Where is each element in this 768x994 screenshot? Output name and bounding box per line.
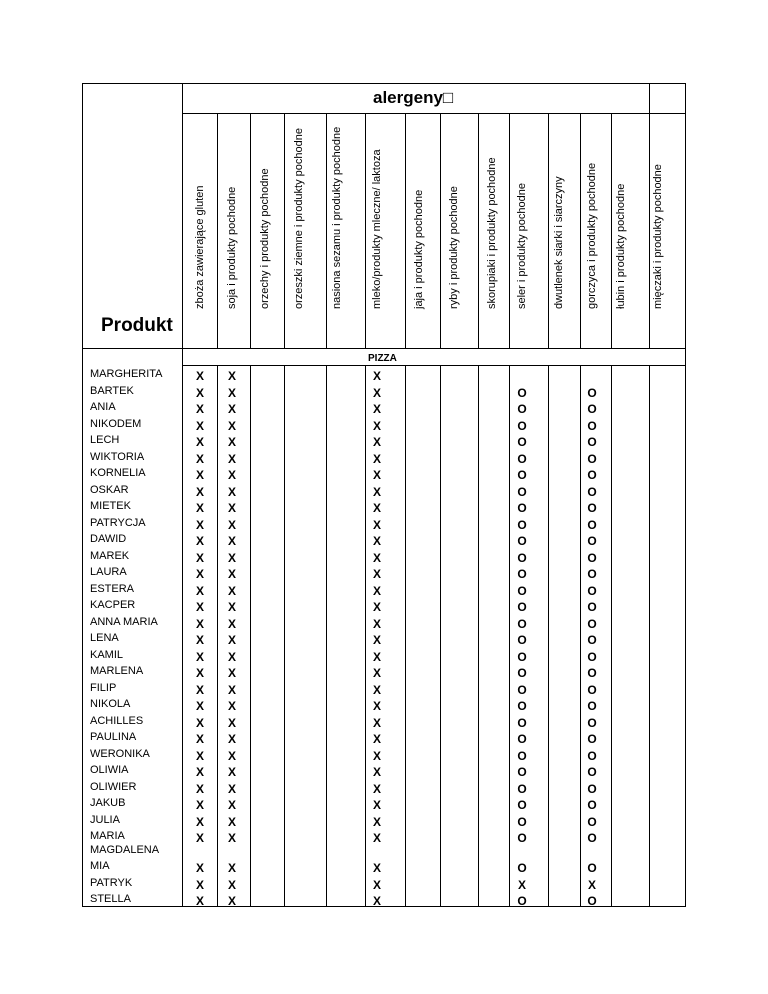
allergen-mark: X <box>195 534 204 548</box>
allergen-mark: X <box>372 452 381 466</box>
allergen-mark: X <box>227 386 236 400</box>
allergen-mark: X <box>227 815 236 829</box>
allergen-mark: X <box>372 782 381 796</box>
row-name: MARIA <box>90 830 125 842</box>
allergen-mark: X <box>372 551 381 565</box>
row-name: MAGDALENA <box>90 844 160 856</box>
allergen-mark: X <box>372 633 381 647</box>
allergen-mark: X <box>195 666 204 680</box>
allergen-mark: X <box>195 878 204 892</box>
row-name: ACHILLES <box>90 715 144 727</box>
allergen-mark: X <box>195 617 204 631</box>
column-divider <box>649 113 650 348</box>
allergen-mark: X <box>372 600 381 614</box>
row-name: DAWID <box>90 533 127 545</box>
allergen-mark: X <box>372 650 381 664</box>
allergen-mark: X <box>227 617 236 631</box>
allergen-mark: O <box>587 666 597 680</box>
column-divider <box>217 365 218 906</box>
allergen-mark: X <box>227 894 236 908</box>
allergen-mark: O <box>587 452 597 466</box>
allergen-mark: X <box>195 485 204 499</box>
allergen-mark: O <box>517 485 527 499</box>
allergen-mark: X <box>227 600 236 614</box>
allergen-mark: O <box>587 650 597 664</box>
allergen-mark: O <box>587 782 597 796</box>
column-divider <box>250 365 251 906</box>
column-divider <box>548 113 549 348</box>
column-divider <box>326 365 327 906</box>
row-name: LENA <box>90 632 119 644</box>
allergen-mark: O <box>517 798 527 812</box>
allergen-mark: O <box>517 435 527 449</box>
allergen-mark: O <box>587 567 597 581</box>
allergen-mark: O <box>587 633 597 647</box>
allergen-mark: X <box>227 765 236 779</box>
allergen-mark: O <box>587 716 597 730</box>
row-name: LECH <box>90 434 120 446</box>
allergen-mark: X <box>227 402 236 416</box>
allergen-mark: X <box>195 419 204 433</box>
row-name: FILIP <box>90 682 117 694</box>
allergen-mark: O <box>517 894 527 908</box>
allergen-mark: O <box>517 716 527 730</box>
header-divider <box>82 348 686 349</box>
allergen-mark: X <box>195 831 204 845</box>
allergen-mark: O <box>517 861 527 875</box>
allergen-mark: X <box>195 600 204 614</box>
allergen-mark: O <box>517 815 527 829</box>
allergen-mark: O <box>517 402 527 416</box>
allergen-mark: O <box>587 501 597 515</box>
allergen-mark: O <box>587 683 597 697</box>
allergen-mark: X <box>372 765 381 779</box>
allergen-mark: O <box>517 600 527 614</box>
allergen-mark: O <box>587 551 597 565</box>
row-name: OSKAR <box>90 484 129 496</box>
row-name: PATRYCJA <box>90 517 146 529</box>
allergen-header: seler i produkty pochodne <box>516 183 528 309</box>
allergen-mark: X <box>227 567 236 581</box>
allergen-mark: X <box>372 749 381 763</box>
allergen-mark: X <box>372 861 381 875</box>
column-divider <box>611 113 612 348</box>
allergen-mark: X <box>227 551 236 565</box>
row-name: MIETEK <box>90 500 131 512</box>
allergen-mark: X <box>227 468 236 482</box>
allergen-mark: O <box>517 699 527 713</box>
row-name: ANNA MARIA <box>90 616 158 628</box>
allergen-mark: X <box>372 617 381 631</box>
allergen-mark: X <box>227 716 236 730</box>
allergen-mark: O <box>517 567 527 581</box>
allergen-mark: X <box>372 501 381 515</box>
allergen-mark: X <box>195 633 204 647</box>
allergen-mark: X <box>195 699 204 713</box>
allergen-mark: O <box>587 798 597 812</box>
allergen-mark: X <box>227 435 236 449</box>
row-name: JULIA <box>90 814 120 826</box>
allergen-mark: O <box>587 435 597 449</box>
allergen-mark: X <box>227 749 236 763</box>
allergen-mark: O <box>517 633 527 647</box>
allergen-mark: O <box>587 402 597 416</box>
allergen-mark: O <box>587 600 597 614</box>
allergen-mark: O <box>517 650 527 664</box>
allergen-mark: O <box>517 452 527 466</box>
column-divider <box>611 365 612 906</box>
allergen-header: skorupiaki i produkty pochodne <box>486 157 498 309</box>
allergen-mark: O <box>517 782 527 796</box>
allergen-header: orzechy i produkty pochodne <box>259 168 271 309</box>
allergen-mark: O <box>517 468 527 482</box>
allergen-mark: X <box>227 782 236 796</box>
allergen-mark: X <box>195 815 204 829</box>
allergen-mark: X <box>372 485 381 499</box>
allergen-mark: O <box>587 831 597 845</box>
allergen-mark: X <box>227 798 236 812</box>
allergen-mark: O <box>587 699 597 713</box>
allergen-mark: O <box>587 485 597 499</box>
allergen-mark: X <box>372 419 381 433</box>
allergen-mark: X <box>227 419 236 433</box>
column-divider <box>365 113 366 348</box>
allergen-mark: X <box>372 878 381 892</box>
row-name: OLIWIA <box>90 764 129 776</box>
allergen-mark: X <box>372 534 381 548</box>
column-divider <box>365 365 366 906</box>
allergen-header: nasiona sezamu i produkty pochodne <box>331 126 343 309</box>
allergen-mark: O <box>517 386 527 400</box>
allergen-mark: O <box>587 617 597 631</box>
allergen-mark: X <box>227 369 236 383</box>
row-name: NIKODEM <box>90 418 142 430</box>
allergen-mark: X <box>372 584 381 598</box>
allergen-mark: O <box>587 894 597 908</box>
allergen-header: łubin i produkty pochodne <box>615 183 627 309</box>
row-name: ANIA <box>90 401 116 413</box>
allergen-mark: X <box>372 683 381 697</box>
allergen-header: mleko/produkty mleczne/ laktoza <box>371 149 383 309</box>
allergen-mark: O <box>517 551 527 565</box>
allergen-mark: O <box>587 468 597 482</box>
table-border-top <box>82 83 686 84</box>
row-name: PAULINA <box>90 731 137 743</box>
allergen-header: gorczyca i produkty pochodne <box>586 162 598 309</box>
column-divider <box>405 365 406 906</box>
row-name: MIA <box>90 860 110 872</box>
allergen-mark: O <box>587 861 597 875</box>
allergen-mark: O <box>517 584 527 598</box>
column-divider <box>580 365 581 906</box>
allergen-mark: X <box>517 878 526 892</box>
allergen-mark: X <box>227 650 236 664</box>
allergen-mark: O <box>587 534 597 548</box>
allergen-mark: X <box>195 567 204 581</box>
allergen-mark: X <box>227 452 236 466</box>
allergen-mark: X <box>195 650 204 664</box>
column-divider <box>250 113 251 348</box>
allergen-mark: X <box>227 732 236 746</box>
allergen-mark: O <box>517 749 527 763</box>
allergen-mark: O <box>517 501 527 515</box>
table-title: alergeny□ <box>373 88 454 107</box>
row-name: KACPER <box>90 599 136 611</box>
allergen-mark: O <box>587 386 597 400</box>
allergen-mark: O <box>517 683 527 697</box>
column-divider <box>326 113 327 348</box>
row-name: PATRYK <box>90 877 133 889</box>
allergen-header: ryby i produkty pochodne <box>448 186 460 309</box>
allergen-mark: X <box>372 386 381 400</box>
allergen-mark: X <box>372 402 381 416</box>
allergen-mark: X <box>227 878 236 892</box>
column-divider <box>284 113 285 348</box>
column-divider <box>405 113 406 348</box>
row-name: MAREK <box>90 550 130 562</box>
allergen-mark: O <box>517 617 527 631</box>
allergen-mark: X <box>227 584 236 598</box>
allergen-mark: O <box>517 518 527 532</box>
allergen-mark: O <box>587 765 597 779</box>
allergen-mark: O <box>517 419 527 433</box>
allergen-mark: X <box>195 683 204 697</box>
allergen-mark: X <box>195 584 204 598</box>
column-divider <box>649 365 650 906</box>
allergen-mark: O <box>517 831 527 845</box>
allergen-header: soja i produkty pochodne <box>226 186 238 309</box>
allergen-mark: O <box>587 518 597 532</box>
allergen-mark: X <box>195 386 204 400</box>
product-header: Produkt <box>101 315 173 336</box>
allergen-mark: X <box>195 716 204 730</box>
allergen-mark: X <box>195 452 204 466</box>
allergen-mark: X <box>195 749 204 763</box>
column-divider <box>217 113 218 348</box>
allergen-mark: O <box>517 732 527 746</box>
allergen-mark: X <box>227 501 236 515</box>
allergen-header: dwutlenek siarki i siarczyny <box>553 176 565 309</box>
allergen-mark: X <box>587 878 596 892</box>
row-name: WERONIKA <box>90 748 150 760</box>
row-name: BARTEK <box>90 385 134 397</box>
row-name: JAKUB <box>90 797 126 809</box>
allergen-mark: O <box>517 765 527 779</box>
allergen-header: zboża zawierające gluten <box>194 185 206 309</box>
allergen-mark: X <box>195 468 204 482</box>
allergen-mark: X <box>372 435 381 449</box>
column-divider <box>478 113 479 348</box>
title-right-divider <box>649 83 650 113</box>
allergen-mark: X <box>195 798 204 812</box>
allergen-mark: O <box>587 749 597 763</box>
section-label: PIZZA <box>368 353 397 364</box>
column-divider <box>478 365 479 906</box>
allergen-mark: X <box>372 699 381 713</box>
allergen-mark: X <box>372 468 381 482</box>
column-divider <box>284 365 285 906</box>
allergen-header: mięczaki i produkty pochodne <box>652 164 664 309</box>
column-divider <box>509 113 510 348</box>
allergen-mark: X <box>227 861 236 875</box>
row-name: STELLA <box>90 893 131 905</box>
allergen-mark: X <box>195 518 204 532</box>
column-divider <box>440 365 441 906</box>
row-name: WIKTORIA <box>90 451 145 463</box>
column-divider <box>82 83 83 907</box>
column-divider <box>182 83 183 907</box>
row-name: MARLENA <box>90 665 144 677</box>
column-divider <box>580 113 581 348</box>
allergen-mark: X <box>372 815 381 829</box>
allergen-mark: X <box>195 402 204 416</box>
column-divider <box>548 365 549 906</box>
allergen-mark: X <box>372 798 381 812</box>
allergen-mark: X <box>372 732 381 746</box>
allergen-mark: X <box>195 894 204 908</box>
allergen-mark: X <box>227 699 236 713</box>
allergen-mark: X <box>227 534 236 548</box>
allergen-mark: X <box>195 732 204 746</box>
allergen-mark: X <box>227 683 236 697</box>
allergen-mark: X <box>372 716 381 730</box>
allergen-mark: X <box>195 551 204 565</box>
allergen-header: orzeszki ziemne i produkty pochodne <box>293 128 305 309</box>
allergen-mark: O <box>587 419 597 433</box>
allergen-mark: X <box>372 567 381 581</box>
allergen-mark: X <box>195 369 204 383</box>
allergen-mark: O <box>517 534 527 548</box>
allergen-mark: X <box>372 831 381 845</box>
allergen-mark: X <box>227 666 236 680</box>
row-name: KAMIL <box>90 649 124 661</box>
allergen-mark: O <box>517 666 527 680</box>
allergen-mark: X <box>195 782 204 796</box>
allergen-mark: X <box>195 435 204 449</box>
allergen-mark: X <box>195 861 204 875</box>
allergen-mark: X <box>372 666 381 680</box>
allergen-mark: X <box>372 369 381 383</box>
row-name: MARGHERITA <box>90 368 163 380</box>
allergen-mark: X <box>227 485 236 499</box>
row-name: OLIWIER <box>90 781 137 793</box>
row-name: NIKOLA <box>90 698 131 710</box>
allergen-header: jaja i produkty pochodne <box>413 189 425 309</box>
column-divider <box>685 83 686 907</box>
allergen-mark: X <box>195 501 204 515</box>
column-divider <box>440 113 441 348</box>
allergen-mark: X <box>195 765 204 779</box>
allergen-mark: O <box>587 732 597 746</box>
allergen-mark: X <box>227 633 236 647</box>
row-name: ESTERA <box>90 583 135 595</box>
allergen-mark: O <box>587 584 597 598</box>
allergen-mark: X <box>372 894 381 908</box>
row-name: LAURA <box>90 566 127 578</box>
column-divider <box>509 365 510 906</box>
row-name: KORNELIA <box>90 467 146 479</box>
allergen-mark: X <box>227 831 236 845</box>
allergen-mark: X <box>372 518 381 532</box>
allergen-mark: X <box>227 518 236 532</box>
allergen-mark: O <box>587 815 597 829</box>
